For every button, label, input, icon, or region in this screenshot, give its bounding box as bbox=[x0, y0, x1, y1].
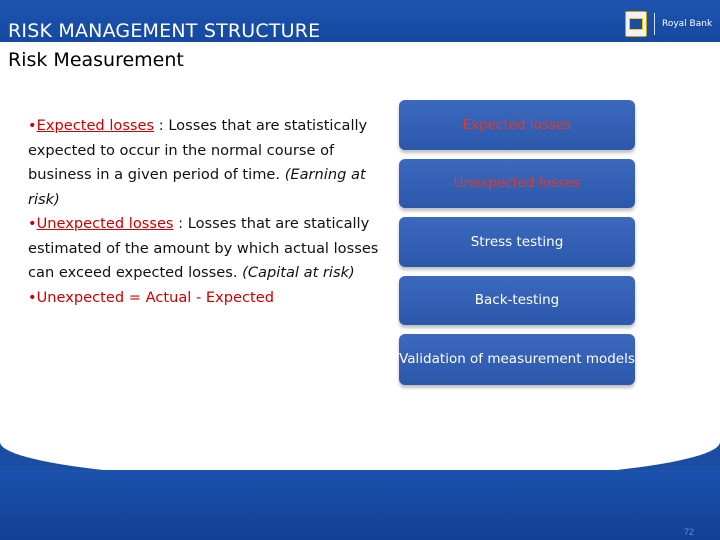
footer-band bbox=[0, 470, 720, 540]
logo-text: Royal Bank bbox=[662, 19, 713, 29]
rbc-shield-icon bbox=[625, 11, 647, 37]
page-title: RISK MANAGEMENT STRUCTURE bbox=[8, 20, 321, 42]
definitions-text bbox=[28, 114, 380, 310]
box-expected-losses: Expected losses bbox=[399, 100, 635, 150]
page-subtitle: Risk Measurement bbox=[8, 49, 184, 71]
bullet-unexpected-losses: •Unexpected losses : Losses that are statically estimated of the amount by which actual losses can exceed expected losses. (Capital at risk) bbox=[28, 215, 379, 281]
measurement-boxes bbox=[399, 100, 635, 394]
bullet-formula: •Unexpected = Actual - Expected bbox=[28, 288, 274, 306]
box-unexpected-losses: Unexpected losses bbox=[399, 159, 635, 208]
box-stress-testing: Stress testing bbox=[399, 217, 635, 267]
page-number: 72 bbox=[684, 527, 695, 537]
logo-divider bbox=[654, 13, 655, 35]
bank-logo bbox=[625, 11, 712, 37]
bullet-expected-losses: •Expected losses : Losses that are statistically expected to occur in the normal course of business in a given period of time. (Earning at risk) bbox=[28, 117, 368, 208]
box-back-testing: Back-testing bbox=[399, 276, 635, 325]
box-validation-models: Validation of measurement models bbox=[399, 334, 635, 385]
